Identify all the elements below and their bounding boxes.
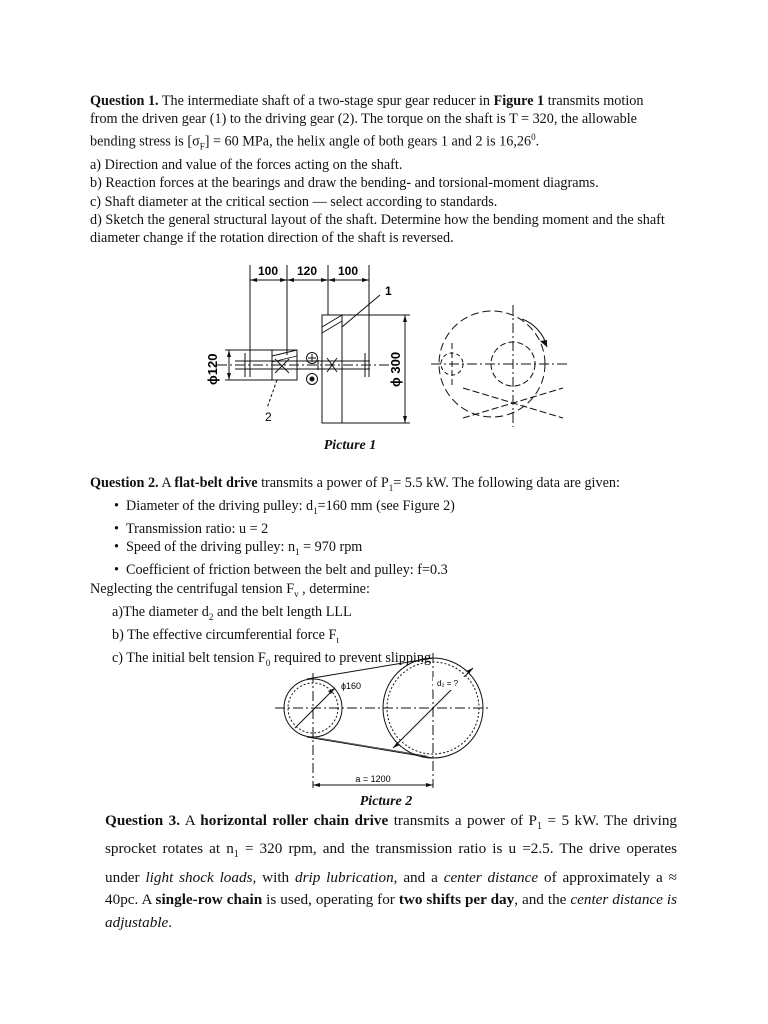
- q1-text-c: ] = 60 MPa, the helix angle of both gears 1 and 2 is 16,26: [204, 134, 532, 151]
- question-1-statement: [90, 92, 674, 156]
- belt-bottom-span: [307, 737, 433, 758]
- q2-task-c: c) The initial belt tension $F_0$ required to prevent slipping: [112, 649, 432, 668]
- q2-bold-term: flat-belt drive: [174, 475, 258, 491]
- figure-1-shaft-diagram: [195, 255, 585, 435]
- q3-italic-lubrication: drip lubrication: [295, 868, 394, 886]
- leader-gear-2: [267, 380, 277, 408]
- d2-label: d₂ = ?: [437, 679, 459, 688]
- q1-item-a: a) Direction and value of the forces acting on the shaft.: [90, 157, 403, 174]
- q3-italic-adjustable: center distance is adjustable: [105, 891, 678, 931]
- dim-label-1: 100: [257, 264, 279, 278]
- q2-bullet-2: • Transmission ratio: u = 2: [126, 520, 690, 538]
- q2-given-list: [90, 497, 690, 579]
- q3-bold-chain: single-row chain: [155, 891, 263, 909]
- q1-text-a: The intermediate shaft of a two-stage spur gear reducer in: [158, 93, 494, 109]
- q1-text-d: .: [535, 134, 540, 151]
- gear-1-label: 1: [385, 284, 392, 298]
- q1-item-c: c) Shaft diameter at the critical section — select according to standards.: [90, 193, 498, 210]
- q3-italic-load: light shock loads: [145, 868, 253, 886]
- question-1-heading: Question 1.: [90, 93, 159, 109]
- question-3-heading: Question 3.: [105, 812, 181, 829]
- belt-top-span: [307, 658, 433, 679]
- question-2-statement: [90, 474, 690, 497]
- q1-figure-ref: Figure 1: [493, 93, 545, 109]
- figure-2-caption: Picture 2: [359, 794, 413, 809]
- question-3: [105, 810, 677, 934]
- q2-text-a: A: [158, 475, 175, 491]
- dia-large-label: ϕ 300: [388, 351, 403, 387]
- q2-p-sub: 1: [388, 482, 394, 493]
- dia-small-label: ϕ120: [205, 353, 220, 385]
- q3-bold-drive: horizontal roller chain drive: [200, 812, 389, 829]
- q1-sigma-sub: F: [199, 141, 205, 152]
- q2-task-b: b) The effective circumferential force $F_t$: [112, 626, 339, 645]
- figure-1-caption: Picture 1: [323, 438, 377, 453]
- q2-task-a: a)The diameter $d_2$ and the belt length LLL: [112, 603, 352, 622]
- q2-bullet-1: • Diameter of the driving pulley: $d_1=160$ mm (see Figure 2): [126, 497, 690, 520]
- q3-bold-shifts: two shifts per day: [398, 891, 515, 909]
- q1-item-b: b) Reaction forces at the bearings and draw the bending- and torsional-moment diagrams.: [90, 175, 599, 192]
- q2-bullet-3: • Speed of the driving pulley: $n_1 = 970$ rpm: [126, 538, 690, 561]
- d1-label: ϕ160: [341, 681, 362, 691]
- q1-item-d: d) Sketch the general structural layout of the shaft. Determine how the bending moment and the shaft diameter change if the rotation direction of the shaft is reversed.: [90, 211, 665, 246]
- question-1: [90, 92, 674, 247]
- dim-label-2: 120: [296, 264, 318, 278]
- q2-bullet-4: • Coefficient of friction between the belt and pulley: f=0.3: [126, 561, 690, 579]
- gear-2-label: 2: [265, 410, 272, 424]
- q2-text-c: = 5.5 kW. The following data are given:: [393, 475, 620, 491]
- q2-text-b: transmits a power of P: [257, 475, 389, 491]
- leader-gear-1: [342, 295, 380, 327]
- question-2-heading: Question 2.: [90, 475, 159, 491]
- q3-italic-center-distance: center distance: [443, 868, 539, 886]
- q1-text-b: transmits motion from the driven gear (1) to the driving gear (2). The torque on the shaft is T = 320, the allowable bending stress is [σ: [90, 93, 644, 151]
- figure-2-belt-drive: [275, 648, 495, 793]
- question-2: [90, 474, 690, 672]
- q2-neglect-line: Neglecting the centrifugal tension $F_v$ , determine:: [90, 580, 370, 599]
- dim-label-3: 100: [337, 264, 359, 278]
- q1-degree-sup: 0: [531, 132, 536, 143]
- question-3-statement: Question 3. A horizontal roller chain drive transmits a power of $P_1 = 5$ kW. The driving sprocket rotates at $n_1 = 320$ rpm, and the transmission ratio is u =2.5. The drive operates under light shock loads, with drip lubrication, and a center distance of approximately a ≈ 40pc. A single-row chain is used, operating for two shifts per day, and the center distance is adjustable.: [105, 812, 678, 931]
- center-distance-label: a = 1200: [355, 774, 391, 784]
